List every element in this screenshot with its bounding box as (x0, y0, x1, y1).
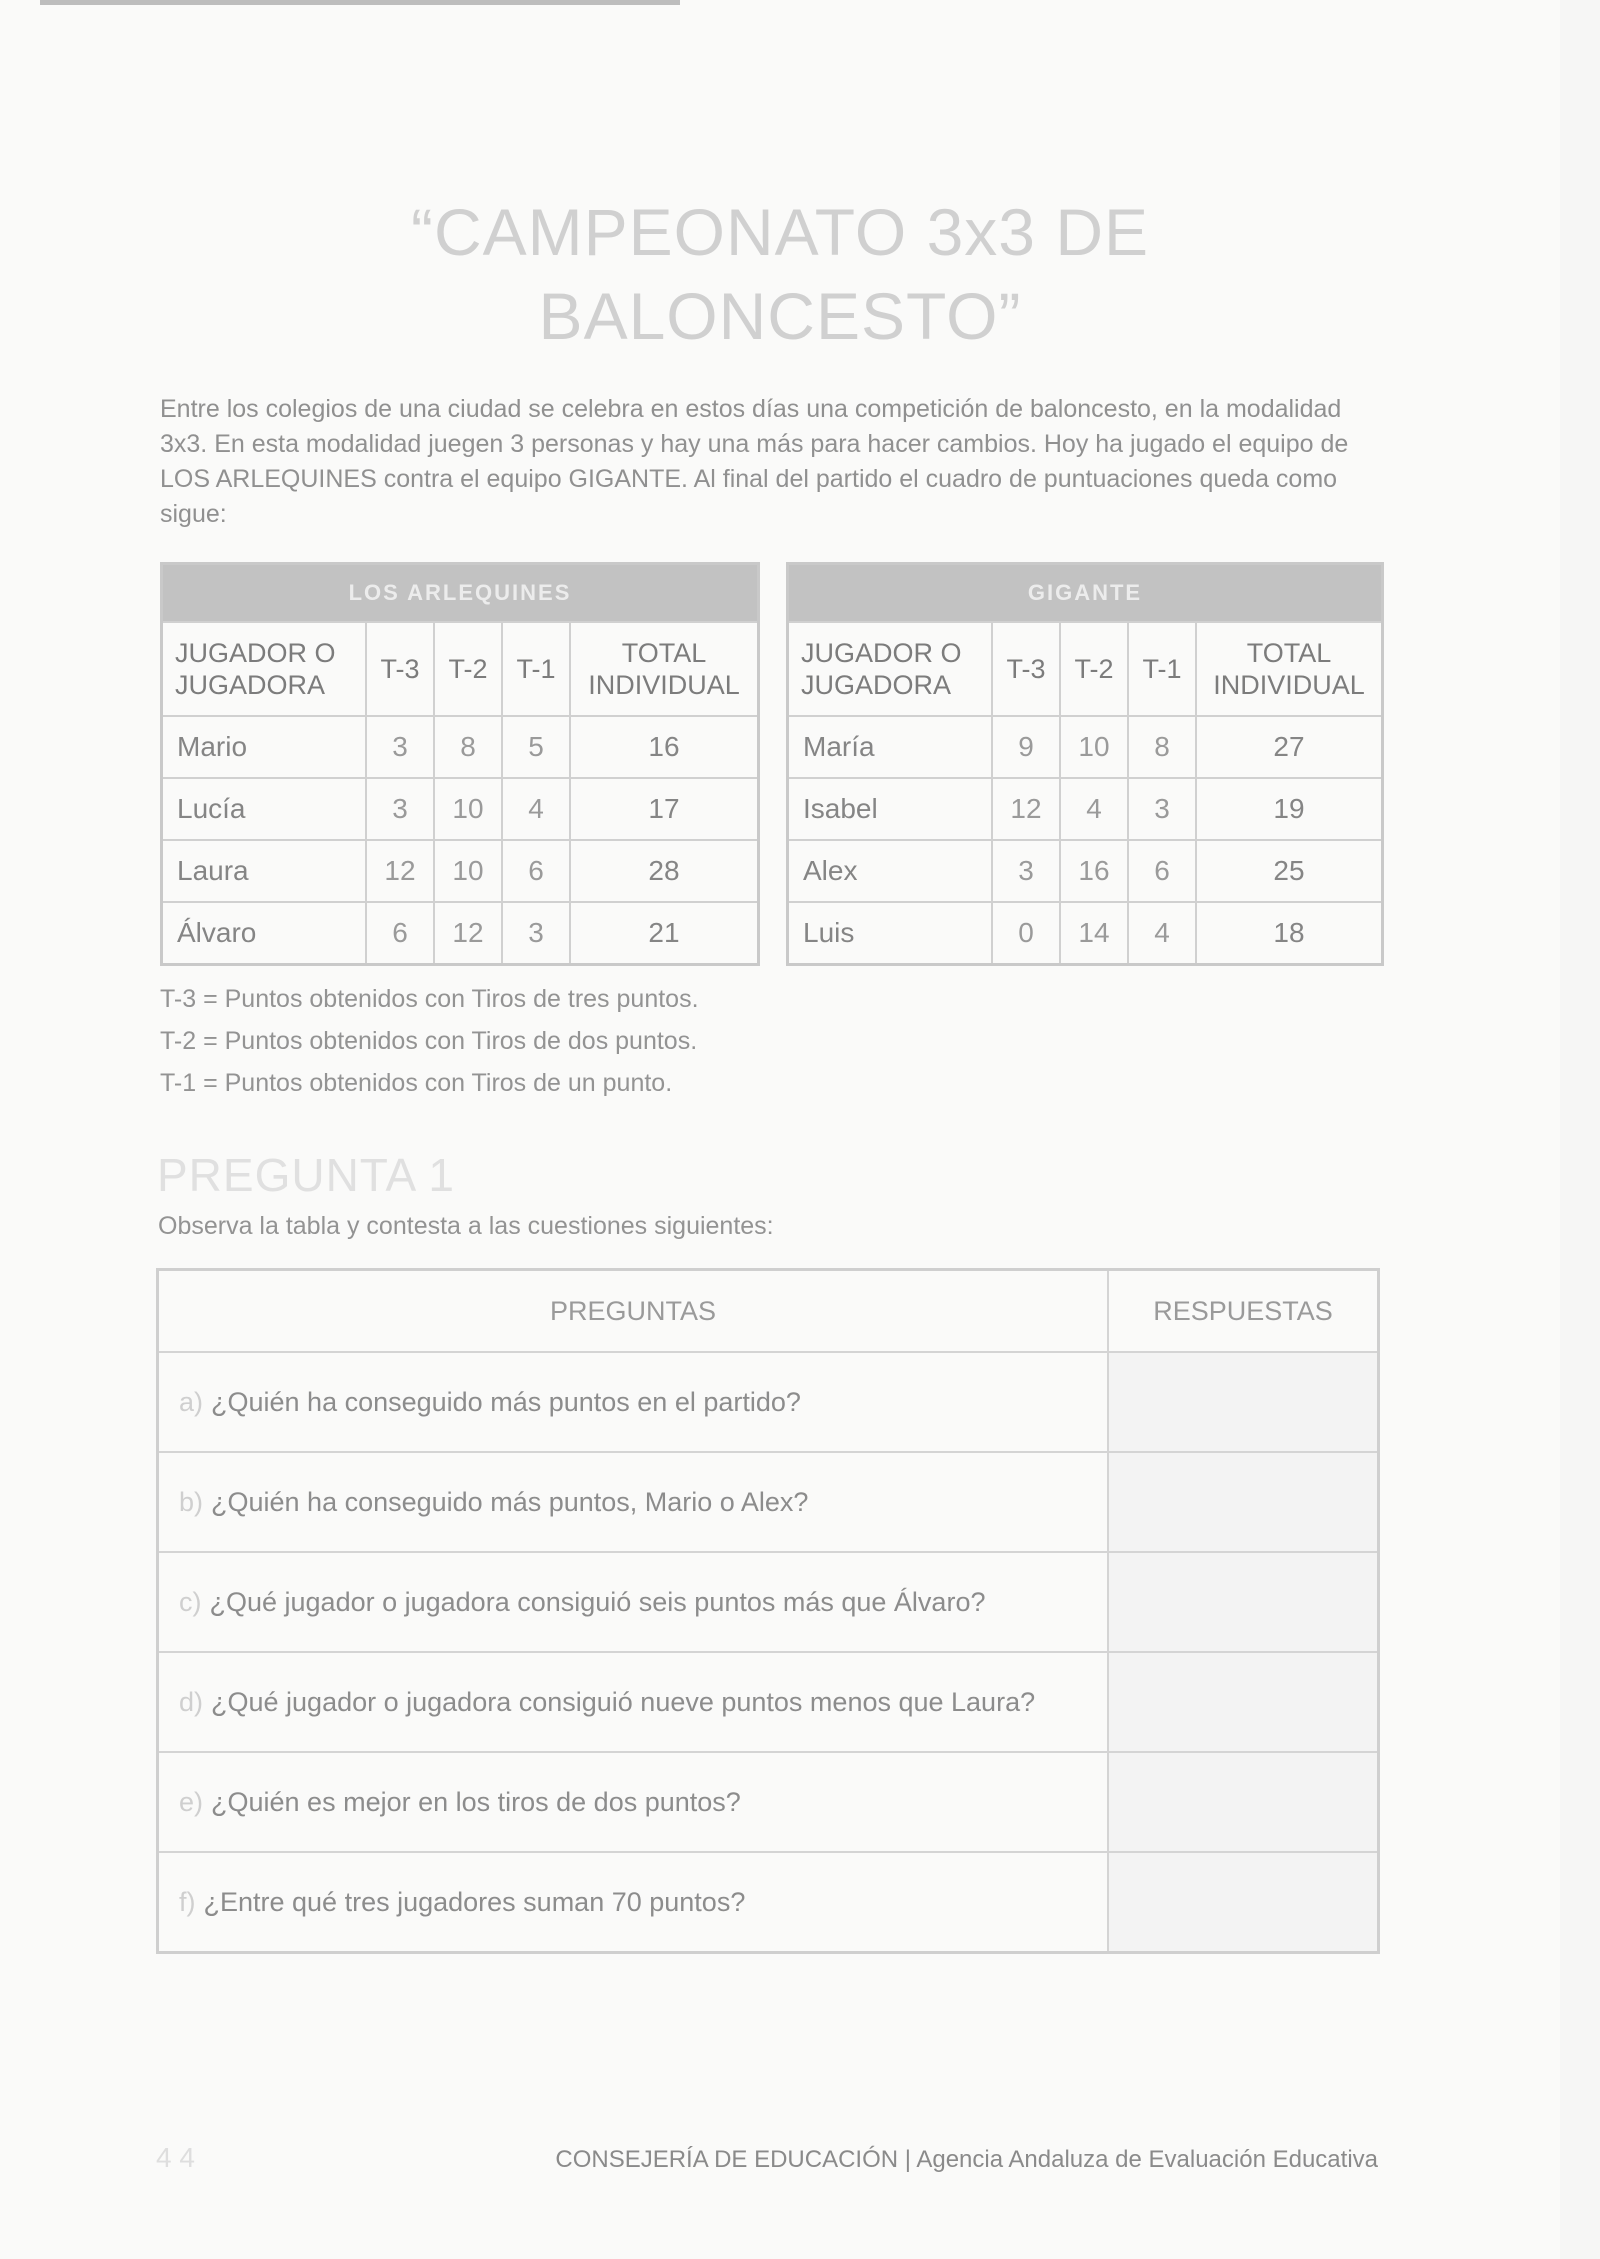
header-t3: T-3 (992, 622, 1060, 716)
t3-value: 3 (366, 778, 434, 840)
answer-field[interactable] (1108, 1552, 1379, 1652)
t1-value: 3 (502, 902, 570, 965)
question-letter: b) (179, 1487, 204, 1517)
table-row (162, 716, 759, 778)
header-t3: T-3 (366, 622, 434, 716)
t1-value: 3 (1128, 778, 1196, 840)
legend-item: T-1 = Puntos obtenidos con Tiros de un punto. (160, 1069, 673, 1097)
t2-value: 12 (434, 902, 502, 965)
table-row (788, 778, 1383, 840)
t3-value: 12 (992, 778, 1060, 840)
player-name: Álvaro (162, 902, 367, 965)
answer-field[interactable] (1108, 1452, 1379, 1552)
table-row (162, 840, 759, 902)
table-row (788, 716, 1383, 778)
question-cell (158, 1552, 1109, 1652)
team-name: GIGANTE (788, 564, 1383, 623)
header-t1: T-1 (1128, 622, 1196, 716)
t2-value: 10 (434, 778, 502, 840)
header-player: JUGADOR O JUGADORA (788, 622, 993, 716)
question-cell (158, 1652, 1109, 1752)
question-cell (158, 1452, 1109, 1552)
questions-table (156, 1268, 1380, 1954)
answer-field[interactable] (1108, 1352, 1379, 1452)
answer-field[interactable] (1108, 1752, 1379, 1852)
total-value: 25 (1196, 840, 1383, 902)
legend-item: T-2 = Puntos obtenidos con Tiros de dos puntos. (160, 1027, 698, 1055)
question-text: ¿Quién es mejor en los tiros de dos puntos? (211, 1787, 741, 1817)
total-value: 27 (1196, 716, 1383, 778)
question-row (158, 1752, 1379, 1852)
total-value: 18 (1196, 902, 1383, 965)
score-table-gigante (786, 562, 1384, 966)
t3-value: 3 (992, 840, 1060, 902)
header-total: TOTAL INDIVIDUAL (1196, 622, 1383, 716)
header-t2: T-2 (1060, 622, 1128, 716)
question-text: ¿Qué jugador o jugadora consiguió nueve puntos menos que Laura? (211, 1687, 1036, 1717)
total-value: 17 (570, 778, 759, 840)
total-value: 21 (570, 902, 759, 965)
t2-value: 10 (434, 840, 502, 902)
intro-paragraph: Entre los colegios de una ciudad se celebra en estos días una competición de baloncesto, en la modalidad 3x3. En esta modalidad juegen 3 personas y hay una más para hacer cambios. Hoy ha jugado el equipo de LOS ARLEQUINES contra el equipo GIGANTE. Al final del partido el cuadro de puntuaciones queda como sigue: (160, 395, 1349, 528)
question-cell (158, 1852, 1109, 1953)
t1-value: 4 (502, 778, 570, 840)
question-cell (158, 1752, 1109, 1852)
legend (160, 978, 699, 1104)
t2-value: 10 (1060, 716, 1128, 778)
t3-value: 3 (366, 716, 434, 778)
t2-value: 4 (1060, 778, 1128, 840)
answer-field[interactable] (1108, 1852, 1379, 1953)
player-name: Luis (788, 902, 993, 965)
question-text: ¿Qué jugador o jugadora consiguió seis puntos más que Álvaro? (209, 1587, 986, 1617)
question-letter: c) (179, 1587, 202, 1617)
title-line-2: BALONCESTO” (538, 279, 1022, 353)
player-name: María (788, 716, 993, 778)
question-row (158, 1352, 1379, 1452)
t3-value: 0 (992, 902, 1060, 965)
header-t2: T-2 (434, 622, 502, 716)
player-name: Alex (788, 840, 993, 902)
header-player: JUGADOR O JUGADORA (162, 622, 367, 716)
legend-item: T-3 = Puntos obtenidos con Tiros de tres puntos. (160, 985, 699, 1013)
player-name: Lucía (162, 778, 367, 840)
question-text: ¿Entre qué tres jugadores suman 70 puntos? (203, 1887, 746, 1917)
top-rule (40, 0, 680, 5)
t1-value: 6 (1128, 840, 1196, 902)
question-letter: a) (179, 1387, 204, 1417)
question-letter: d) (179, 1687, 204, 1717)
player-name: Laura (162, 840, 367, 902)
title-line-1: “CAMPEONATO 3x3 DE (410, 195, 1150, 269)
t1-value: 6 (502, 840, 570, 902)
question-letter: e) (179, 1787, 204, 1817)
question-row (158, 1452, 1379, 1552)
header-t1: T-1 (502, 622, 570, 716)
player-name: Isabel (788, 778, 993, 840)
t1-value: 4 (1128, 902, 1196, 965)
answer-field[interactable] (1108, 1652, 1379, 1752)
t3-value: 9 (992, 716, 1060, 778)
question-letter: f) (179, 1887, 196, 1917)
question-row (158, 1652, 1379, 1752)
t1-value: 5 (502, 716, 570, 778)
table-row (162, 902, 759, 965)
table-row (788, 902, 1383, 965)
question-text: ¿Quién ha conseguido más puntos en el partido? (211, 1387, 801, 1417)
total-value: 19 (1196, 778, 1383, 840)
t2-value: 8 (434, 716, 502, 778)
question-text: ¿Quién ha conseguido más puntos, Mario o Alex? (211, 1487, 809, 1517)
question-cell (158, 1352, 1109, 1452)
question-heading: PREGUNTA 1 (157, 1149, 455, 1201)
t2-value: 14 (1060, 902, 1128, 965)
question-row (158, 1552, 1379, 1652)
header-total: TOTAL INDIVIDUAL (570, 622, 759, 716)
question-instruction: Observa la tabla y contesta a las cuestiones siguientes: (158, 1212, 774, 1240)
page-title (160, 190, 1400, 358)
page-number: 4 4 (156, 2142, 195, 2173)
table-row (162, 778, 759, 840)
t1-value: 8 (1128, 716, 1196, 778)
score-table-arlequines (160, 562, 760, 966)
t3-value: 12 (366, 840, 434, 902)
t3-value: 6 (366, 902, 434, 965)
player-name: Mario (162, 716, 367, 778)
header-answers: RESPUESTAS (1108, 1270, 1379, 1353)
footer-text: CONSEJERÍA DE EDUCACIÓN | Agencia Andaluza de Evaluación Educativa (555, 2146, 1378, 2173)
team-name: LOS ARLEQUINES (162, 564, 759, 623)
table-row (788, 840, 1383, 902)
header-questions: PREGUNTAS (158, 1270, 1109, 1353)
t2-value: 16 (1060, 840, 1128, 902)
total-value: 28 (570, 840, 759, 902)
question-row (158, 1852, 1379, 1953)
total-value: 16 (570, 716, 759, 778)
